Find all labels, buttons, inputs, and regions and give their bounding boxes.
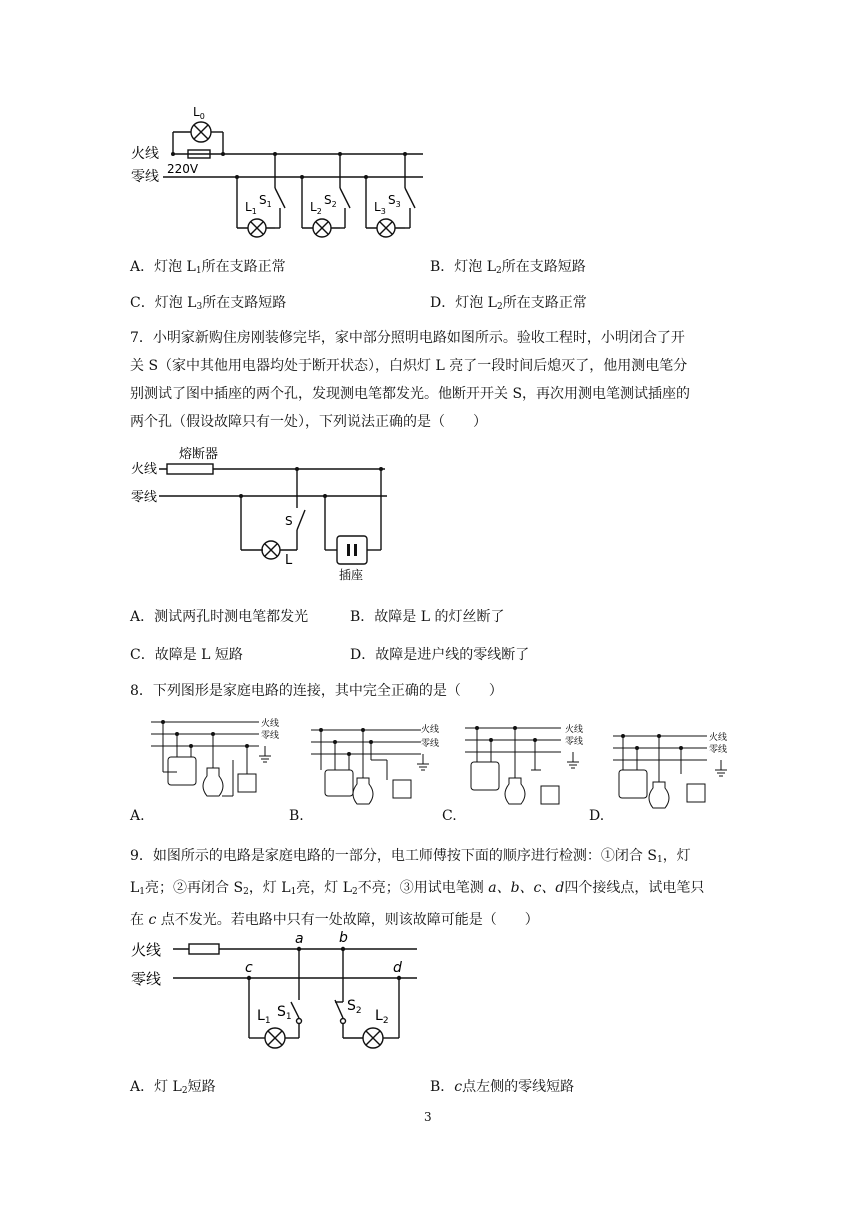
q8-diagram-set bbox=[125, 712, 745, 832]
q7-circuit-diagram bbox=[125, 438, 405, 583]
q7-switch-label: S bbox=[285, 514, 293, 528]
q6-lamp0-label: $L_0$ bbox=[193, 105, 205, 121]
q9-option-b[interactable]: B．c点左侧的零线短路 bbox=[430, 1079, 575, 1095]
q9-neutral-label: 零线 bbox=[131, 970, 162, 988]
q7-option-d[interactable]: D．故障是进户线的零线断了 bbox=[350, 647, 530, 663]
q9-lamp2-label: $L_2$ bbox=[375, 1008, 389, 1026]
q6-lamp3-label: $L_3$ bbox=[374, 200, 386, 216]
q8-option-d[interactable]: D. bbox=[589, 808, 605, 824]
q9-point-b: b bbox=[339, 930, 348, 946]
q7-option-b[interactable]: B．故障是 L 的灯丝断了 bbox=[350, 609, 505, 625]
q8-d-neutral: 零线 bbox=[709, 745, 728, 755]
q8-d-live: 火线 bbox=[709, 733, 728, 743]
q8-stem: 8．下列图形是家庭电路的连接，其中完全正确的是（ ） bbox=[130, 683, 503, 699]
q7-live-label: 火线 bbox=[131, 462, 158, 477]
page-number: 3 bbox=[424, 1110, 432, 1124]
q8-b-neutral: 零线 bbox=[421, 739, 440, 749]
q8-c-neutral: 零线 bbox=[565, 737, 584, 747]
q6-voltage-label: 220V bbox=[167, 162, 199, 176]
q6-lamp1-label: $L_1$ bbox=[245, 200, 257, 216]
q7-fuse-label: 熔断器 bbox=[179, 447, 219, 462]
q7-option-c[interactable]: C．故障是 L 短路 bbox=[130, 647, 243, 663]
q9-stem: 9．如图所示的电路是家庭电路的一部分，电工师傅按下面的顺序进行检测：①闭合 $S_1$，灯 $L_1$亮；②再闭合 $S_2$，灯 $L_1$亮，灯 $L_2$不亮；③用试电笔测 a、b、c、d四个接线点，试电笔只 在 c 点不发光。若电路中只有一处故障，则该故障可能是（ ） bbox=[130, 848, 705, 928]
q7-neutral-label: 零线 bbox=[131, 490, 158, 505]
q6-lamp2-label: $L_2$ bbox=[310, 200, 322, 216]
q6-live-label: 火线 bbox=[131, 146, 159, 162]
q8-a-live: 火线 bbox=[261, 719, 280, 729]
q7-stem: 7．小明家新购住房刚装修完毕，家中部分照明电路如图所示。验收工程时，小明闭合了开 关 S（家中其他用电器均处于断开状态），白炽灯 L 亮了一段时间后熄灭了，他用测电笔分 别测试了图中插座的两个孔，发现测电笔都发光。他断开开关 S，再次用测电笔测试插座的 两个孔（假设故障只有一处），下列说法正确的是（ ） bbox=[130, 330, 691, 430]
q6-circuit-diagram bbox=[125, 98, 435, 248]
q9-lamp1-label: $L_1$ bbox=[257, 1008, 271, 1026]
q9-point-c: c bbox=[245, 960, 253, 976]
q6-option-a[interactable]: A．灯泡 $L_1$所在支路正常 bbox=[130, 259, 286, 276]
q8-option-b[interactable]: B. bbox=[289, 808, 304, 824]
q9-option-a[interactable]: A．灯 $L_2$短路 bbox=[130, 1079, 216, 1096]
q9-live-label: 火线 bbox=[131, 941, 162, 959]
q6-option-b[interactable]: B．灯泡 $L_2$所在支路短路 bbox=[430, 259, 586, 276]
q8-option-a[interactable]: A. bbox=[130, 808, 145, 824]
q6-switch3-label: $S_3$ bbox=[388, 193, 401, 209]
q6-neutral-label: 零线 bbox=[131, 169, 159, 185]
q6-option-d[interactable]: D．灯泡 $L_2$所在支路正常 bbox=[430, 295, 587, 312]
q7-socket-label: 插座 bbox=[339, 568, 364, 582]
q9-switch2-label: $S_2$ bbox=[347, 998, 362, 1016]
q7-lamp-label: L bbox=[285, 553, 293, 568]
q6-switch1-label: $S_1$ bbox=[259, 193, 272, 209]
q8-b-live: 火线 bbox=[421, 725, 440, 735]
q6-switch2-label: $S_2$ bbox=[324, 193, 337, 209]
q7-option-a[interactable]: A．测试两孔时测电笔都发光 bbox=[130, 609, 309, 625]
q8-a-neutral: 零线 bbox=[261, 731, 280, 741]
q6-option-c[interactable]: C．灯泡 $L_3$所在支路短路 bbox=[130, 295, 287, 312]
q9-point-d: d bbox=[393, 960, 402, 976]
q8-option-c[interactable]: C. bbox=[442, 808, 457, 824]
q9-point-a: a bbox=[295, 931, 304, 947]
q8-c-live: 火线 bbox=[565, 725, 584, 735]
q9-switch1-label: $S_1$ bbox=[277, 1004, 292, 1022]
q9-circuit-diagram bbox=[125, 928, 425, 1060]
